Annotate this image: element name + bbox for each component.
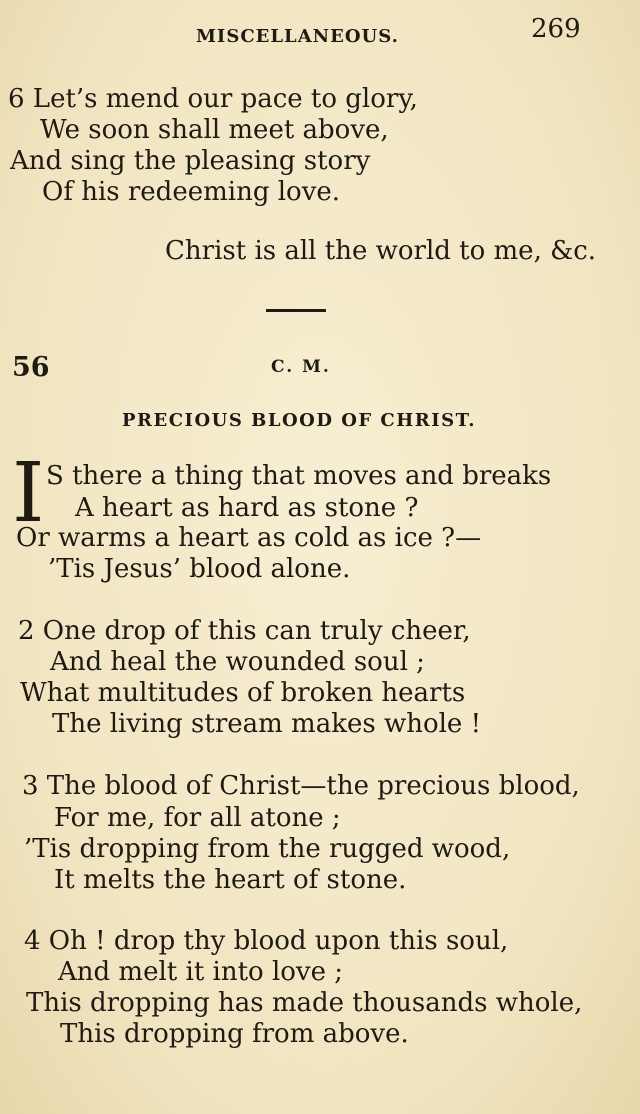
verse-line: Or warms a heart as cold as ice ?— [16, 523, 482, 553]
verse-line: It melts the heart of stone. [54, 865, 407, 895]
section-rule [266, 309, 326, 312]
verse-line: The living stream makes whole ! [52, 709, 482, 739]
verse-line: ’Tis Jesus’ blood alone. [48, 554, 351, 584]
verse-line: And melt it into love ; [58, 957, 344, 987]
verse-line: For me, for all atone ; [54, 803, 341, 833]
verse-line: Of his redeeming love. [42, 177, 341, 207]
hymn-title: PRECIOUS BLOOD OF CHRIST. [122, 410, 476, 431]
verse-line: A heart as hard as stone ? [75, 493, 419, 523]
refrain-line: Christ is all the world to me, &c. [165, 236, 597, 266]
verse-line: This dropping from above. [60, 1019, 409, 1049]
verse-line: 3 The blood of Christ—the precious blood, [22, 771, 580, 801]
verse-line: 4 Oh ! drop thy blood upon this soul, [24, 926, 509, 956]
drop-cap: I [12, 446, 45, 541]
running-title: MISCELLANEOUS. [196, 26, 399, 47]
verse-line: S there a thing that moves and breaks [46, 461, 552, 491]
verse-line: ’Tis dropping from the rugged wood, [24, 834, 511, 864]
verse-line: 2 One drop of this can truly cheer, [18, 616, 471, 646]
verse-line: And sing the pleasing story [10, 146, 371, 176]
page-number: 269 [531, 14, 581, 44]
verse-line: 6 Let’s mend our pace to glory, [8, 84, 418, 114]
verse-line: We soon shall meet above, [40, 115, 389, 145]
hymn-meter: C. M. [271, 357, 331, 377]
verse-line: What multitudes of broken hearts [20, 678, 466, 708]
hymn-number: 56 [12, 352, 50, 383]
verse-line: This dropping has made thousands whole, [26, 988, 583, 1018]
verse-line: And heal the wounded soul ; [50, 647, 425, 677]
